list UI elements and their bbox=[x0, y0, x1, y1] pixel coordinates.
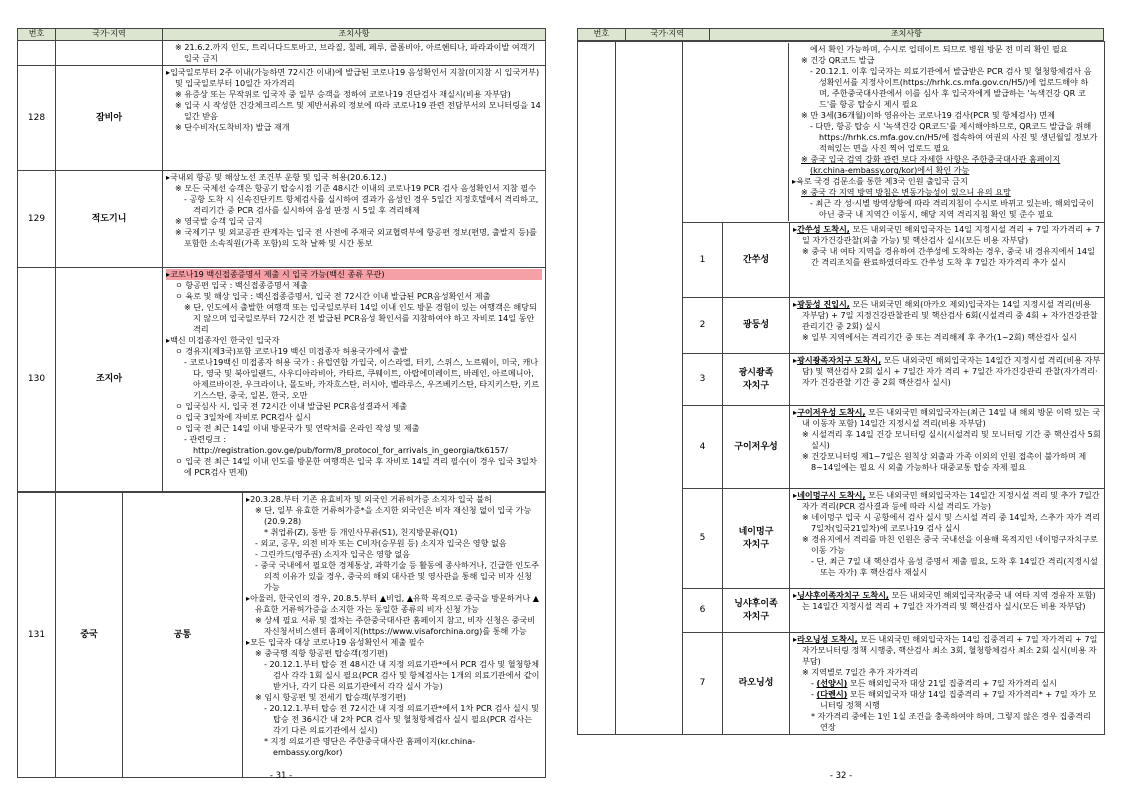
header-measures: 조치사항 bbox=[709, 29, 1103, 41]
measure-line: ▸광시좡족자치구 도착시, 모든 내외국민 해외입국자는 14일간 지정시설 격리(비용 자부담) 및 핵산검사 2회 실시 + 7일간 자가 격리 + 7일간 자가건강관리 관찰(자가격리·자가 건강관찰 기간 중 2회 핵산검사 실시) bbox=[793, 355, 1101, 387]
measure-line: ▸육로 국경 검문소를 통한 제3국 인원 출입국 금지 bbox=[792, 176, 968, 186]
measure-line: ▸아울러, 한국인의 경우, 20.8.5.부터 ▲비업, ▲유학 목적으로 중국을 방문하거나 ▲유효한 거류허가증을 소지한 자는 동일한 종류의 비자 신청 가능 bbox=[246, 593, 540, 614]
measure-line: ※ 중국 입국 검역 강화 관련 보다 자세한 사항은 주한중국대사관 홈페이지(kr.china-embassy.org/kor)에서 확인 가능 bbox=[801, 154, 1061, 175]
measure-line: ※ 건강모니터링 제1~7일은 원칙상 외출과 가족 이외의 인원 접촉이 불가하며 제8~14일에는 필요 시 외출 가능하나 대중교통 탑승 자제 필요 bbox=[802, 451, 1087, 472]
measure-line: - 20.12.1. 이후 입국자는 의료기관에서 발급받은 PCR 검사 및 혈청항체검사 음성확인서를 지정사이트(https://hrhk.cs.mfa.gov.cn/H5/)에 업로드해야 하며, 주한중국대사관에서 이를 심사 후 입국자에게 발급하는 '녹색건강 QR 코드'를 항공 탑승시 제시 필요 bbox=[810, 66, 1092, 109]
measure-line: ※ 일부 지역에서는 격리기간 중 또는 격리해제 후 추가(1~2회) 핵산검사 실시 bbox=[802, 332, 1077, 342]
row-number: 7 bbox=[683, 633, 723, 735]
measures-cell bbox=[163, 268, 546, 492]
region-name: 공통 bbox=[123, 493, 243, 778]
measure-line: - 20.12.1.부터 탑승 전 48시간 내 지정 의료기관*에서 PCR 검사 및 혈청항체검사 각각 1회 실시 필요(PCR 검사 및 항체검사는 1개의 의료기관에서 같이 받거나, 각기 다른 의료기관에서 각각 실시 가능) bbox=[264, 659, 540, 691]
china-table-left bbox=[17, 492, 546, 778]
measure-line: ※ 시설격리 후 14일 건강 모니터링 실시(시설격리 및 모니터링 기간 중 핵산검사 5회 실시) bbox=[802, 429, 1101, 450]
measure-line: - 외교, 공무, 의전 비자 또는 C비자(승무원 등) 소지자 입국은 영향 없음 bbox=[255, 538, 507, 548]
measure-line: - 최근 각 성·시별 방역상황에 따라 격리지침이 수시로 바뀌고 있는바, 해외입국이 아닌 중국 내 지역간 이동시, 해당 지역 격리지침 확인 및 준수 필요 bbox=[810, 198, 1094, 219]
measure-line: ※ 단, 인도에서 출발한 여행객 또는 입국일로부터 14일 이내 인도 방문 경험이 있는 여행객은 해당되지 않으며 입국일로부터 72시간 전 발급된 PCR음성 확인서를 지참하여야 하고 자비로 14일 동안 격리 bbox=[184, 302, 537, 334]
measure-line: ※ 유증상 또는 무작위로 입국자 중 일부 승객을 정하여 코로나19 진단검사 재실시(비용 자부담) bbox=[175, 89, 511, 99]
table-row-129 bbox=[18, 171, 546, 268]
header-country: 국가·지역 bbox=[56, 29, 163, 41]
emphasis-text: 닝샤후이족자치구 도착시, bbox=[797, 590, 889, 600]
emphasis-text: (다롄시) bbox=[816, 689, 848, 699]
measure-line: ㅇ 입국 3일차에 자비로 PCR검사 실시 bbox=[175, 412, 311, 422]
emphasis-text: 간쑤성 도착시, bbox=[797, 224, 850, 234]
row-number: 129 bbox=[18, 171, 56, 268]
row-number: 1 bbox=[683, 223, 723, 298]
measure-line: ▸입국일로부터 2주 이내(가능하면 72시간 이내)에 발급된 코로나19 음성확인서 지참(미지참 시 입국거부) 및 입국일로부터 10일간 자가격리 bbox=[166, 67, 540, 88]
measure-line: - 공항 도착 시 신속진단키트 항체검사를 실시하여 결과가 음성인 경우 5일간 지정호텔에서 격리하고, 격리기간 중 PCR 검사를 실시하여 음성 판정 시 5일 후 격리해제 bbox=[184, 194, 539, 215]
measure-line: - (다롄시) 모든 해외입국자 대상 14일 집중격리 + 7일 자가격리* + 7일 자가 모니터링 정책 시행 bbox=[811, 689, 1097, 710]
page-number: - 31 - bbox=[269, 771, 293, 781]
row-number: 6 bbox=[683, 589, 723, 633]
page-number: - 32 - bbox=[829, 771, 853, 781]
measure-line: ※ 경유지에서 격리를 마친 인원은 중국 국내선을 이용해 목적지인 네이멍구자치구로 이동 가능 bbox=[802, 534, 1098, 555]
measures-cell bbox=[790, 589, 1105, 633]
country-name: 중국 bbox=[56, 493, 123, 778]
measures-cell bbox=[163, 66, 546, 171]
table-row-continued bbox=[18, 41, 546, 66]
row-number: 128 bbox=[18, 66, 56, 171]
measure-line: ▸20.3.28.부터 기존 유효비자 및 외국인 거류허가증 소지자 입국 불허 bbox=[246, 494, 492, 504]
emphasis-text: 라오닝성 도착시, bbox=[797, 634, 858, 644]
table-row-130 bbox=[18, 268, 546, 492]
measure-line: - 다만, 항공 탑승 시 '녹색건강 QR코드'를 제시해야하므로, QR코드 발급을 위해 https://hrhk.cs.mfa.gov.cn/H5/에 접속하여 여권의 사진 및 생년월일 정보가 적혀있는 면을 사진 찍어 업로드 필요 bbox=[810, 121, 1098, 153]
region-name: 구이저우성 bbox=[723, 406, 790, 489]
measure-line: ※ 지역별로 7일간 추가 자가격리 bbox=[802, 667, 919, 677]
table-row-131 bbox=[18, 493, 546, 778]
measures-cell bbox=[790, 489, 1105, 589]
measures-cell bbox=[790, 354, 1105, 406]
country-name: 잠비아 bbox=[56, 66, 163, 171]
measures-cell bbox=[790, 406, 1105, 489]
table-header bbox=[18, 29, 546, 41]
row-number: 131 bbox=[18, 493, 56, 778]
measure-line: ※ 영국발 승객 입국 금지 bbox=[175, 216, 263, 226]
region-name: 광시좡족 자치구 bbox=[723, 354, 790, 406]
measure-line: ※ 국제기구 및 외교공관 관계자는 입국 전 사전에 주재국 외교협력부에 항공편 정보(편명, 출발지 등)를 포함한 소속직원(가족 포함)의 도착 날짜 및 시간 통보 bbox=[175, 227, 537, 248]
measure-line: ▸라오닝성 도착시, 모든 내외국민 해외입국자는 14일 집중격리 + 7일 자가격리 + 7일 자가모니터링 정책 시행중, 핵산검사 최소 3회, 혈청항체검사 최소 2회 실시(비용 자부담) bbox=[793, 634, 1098, 666]
measures-table-right bbox=[577, 28, 1104, 41]
region-name: 닝샤후이족 자치구 bbox=[723, 589, 790, 633]
measure-line: ▸코로나19 백신접종증명서 제출 시 입국 가능(백신 종류 무관) bbox=[166, 269, 542, 280]
china-table-right bbox=[577, 41, 1105, 735]
row-number: 3 bbox=[683, 354, 723, 406]
measure-line: ㅇ 입국 전 최근 14일 이내 인도를 방문한 여행객은 입국 후 자비로 14일 격리 필수(이 경우 입국 3일차에 PCR검사 면제) bbox=[175, 456, 537, 477]
measure-line: ㅇ 입국심사 시, 입국 전 72시간 이내 발급된 PCR음성결과서 제출 bbox=[175, 401, 408, 411]
measure-line: ※ 중국행 직항 항공편 탑승객(정기편) bbox=[255, 648, 388, 658]
measure-line: ※ 모든 국제선 승객은 항공기 탑승시점 기준 48시간 이내의 코로나19 PCR 검사 음성확인서 지참 필수 bbox=[175, 183, 537, 193]
measure-line: ▸간쑤성 도착시, 모든 내외국민 해외입국자는 14일 지정시설 격리 + 7일 자가격리 + 7일 자가건강관찰(외출 가능) 및 핵산검사 실시(모든 비용 자부담) bbox=[793, 224, 1100, 245]
region-name: 광둥성 bbox=[723, 298, 790, 354]
measure-line: ※ 만 3세(36개월)이하 영유아는 코로나19 검사(PCR 및 항체검사) 면제 bbox=[801, 110, 1055, 120]
table-row-128 bbox=[18, 66, 546, 171]
measure-line: ※ 네이멍구 입국 시 공항에서 검사 실시 및 스시설 격리 중 14일차, 스추가 자가 격리 7일차(입국21일차)에 코로나19 검사 실시 bbox=[802, 512, 1101, 533]
emphasis-text: 구이저우성 도착시, bbox=[797, 407, 866, 417]
measure-line: ※ 건강 QR코드 발급 bbox=[801, 55, 875, 65]
measure-line: - 그린카드(영주권) 소지자 입국은 영향 없음 bbox=[255, 549, 411, 559]
measure-line: ㅇ 항공편 입국 : 백신접종증명서 제출 bbox=[175, 280, 308, 290]
measure-line: - 관련링크 : http://registration.gov.ge/pub/form/8_protocol_for_arrivals_in_georgia/tk6157/ bbox=[184, 434, 508, 455]
region-name: 라오닝성 bbox=[723, 633, 790, 735]
emphasis-text: 네이멍구시 도착시, bbox=[797, 490, 866, 500]
measure-line: * 자가격리 중에는 1인 1실 조건을 충족하여야 하며, 그렇지 않은 경우 집중격리 연장 bbox=[811, 711, 1091, 732]
measure-line: ▸백신 미접종자인 한국인 입국자 bbox=[166, 335, 280, 345]
header-number: 번호 bbox=[578, 29, 626, 41]
measures-cell bbox=[789, 43, 1102, 221]
header-number: 번호 bbox=[18, 29, 56, 41]
country-name: 조지아 bbox=[56, 268, 163, 492]
region-name: 네이멍구 자치구 bbox=[723, 489, 790, 589]
measure-line: ▸국내외 항공 및 해상노선 조건부 운항 및 입국 허용(20.6.12.) bbox=[166, 172, 387, 182]
measure-line: - 코로나19백신 미접종자 허용 국가 : 유럽연합 가입국, 이스라엘, 터키, 스위스, 노르웨이, 미국, 캐나다, 영국 및 북아일랜드, 사우디아라비아, 카타르, 쿠웨이트, 아랍에미레이트, 바레인, 아르메니아, 아제르바이잔, 우크라이나, 몰도바, 카자흐스탄, 러시아, 벨라루스, 우즈베키스탄, 타지키스탄, 키르기스스탄, 중국, 일본, 한국, 오만 bbox=[184, 357, 540, 400]
page-left bbox=[17, 28, 546, 778]
measures-cell bbox=[790, 633, 1105, 735]
measure-line: ※ 중국 내 여타 지역을 경유하여 간쑤성에 도착하는 경우, 중국 내 경유지에서 14일간 격리조치를 완료하였더라도 간쑤성 도착 후 7일간 자가격리 추가 실시 bbox=[802, 246, 1095, 267]
measure-line: ㅇ 경유지(제3국)포함 코로나19 백신 미접종자 허용국가에서 출발 bbox=[175, 346, 408, 356]
measure-line: ㅇ 육로 및 해상 입국 : 백신접종증명서, 입국 전 72시간 이내 발급된 PCR음성확인서 제출 bbox=[175, 291, 491, 301]
row-number: 130 bbox=[18, 268, 56, 492]
measure-line: 에서 확인 가능하며, 수시로 업데이트 되므로 병원 방문 전 미리 확인 필요 bbox=[810, 44, 1068, 54]
measure-line: ※ 21.6.2.까지 인도, 트리니다드토바고, 브라질, 칠레, 페루, 콜롬비아, 아르헨티나, 파라과이발 여객기 입국 금지 bbox=[175, 42, 536, 63]
header-country: 국가·지역 bbox=[625, 29, 709, 41]
measure-line: - 단, 최근 7일 내 핵산검사 음성 증명서 제출 필요, 도착 후 14일간 격리(지정시설 또는 자가) 후 핵산검사 재실시 bbox=[811, 556, 1098, 577]
measure-line: - 20.12.1.부터 탑승 전 72시간 내 지정 의료기관*에서 1차 PCR 검사 실시 및 탑승 전 36시간 내 2차 PCR 검사 및 혈청항체검사 실시 필요(PCR 검사는 각기 다른 의료기관에서 실시) bbox=[264, 703, 539, 735]
row-number: 2 bbox=[683, 298, 723, 354]
measure-line: * 취업류(Z), 동반 등 개인사무류(S1), 친지방문류(Q1) bbox=[264, 527, 458, 537]
measures-cell bbox=[790, 223, 1105, 298]
row-number: 5 bbox=[683, 489, 723, 589]
page-right bbox=[577, 28, 1105, 735]
measure-line: ▸네이멍구시 도착시, 모든 내외국민 해외입국자는 14일간 지정시설 격리 및 추가 7일간 자가 격리(PCR 검사결과 등에 따라 시설 격리도 가능) bbox=[793, 490, 1100, 511]
header-measures: 조치사항 bbox=[163, 29, 546, 41]
measures-cell bbox=[243, 493, 546, 778]
emphasis-text: 광시좡족자치구 도착시, bbox=[797, 355, 882, 365]
region-name: 간쑤성 bbox=[723, 223, 790, 298]
measures-table-left bbox=[17, 28, 546, 492]
measure-line: - (선양시) 모든 해외입국자 대상 21일 집중격리 + 7일 자가격리 실시 bbox=[811, 678, 1057, 688]
measure-line: * 지정 의료기관 명단은 주한중국대사관 홈페이지(kr.china-embassy.org/kor) bbox=[264, 736, 476, 757]
emphasis-text: 광둥성 진입시, bbox=[797, 299, 850, 309]
measure-line: ㅇ 입국 전 최근 14일 이내 방문국가 및 연락처를 온라인 작성 및 제출 bbox=[175, 423, 420, 433]
table-row-continued bbox=[578, 42, 1105, 223]
measure-line: ※ 임시 항공편 및 전세기 탑승객(부정기편) bbox=[255, 692, 407, 702]
country-name: 적도기니 bbox=[56, 171, 163, 268]
table-header bbox=[578, 29, 1104, 41]
measure-line: ※ 중국 각 지역 방역 방침은 변동가능성이 있으니 유의 요망 bbox=[801, 187, 1011, 197]
measure-line: ▸모든 입국자 대상 코로나19 음성확인서 제출 필수 bbox=[246, 637, 425, 647]
measure-line: ▸광둥성 진입시, 모든 내외국민 해외(마카오 제외)입국자는 14일 지정시설 격리(비용 자부담) + 7일 지정건강관찰관리 및 핵산검사 6회(시설격리 중 4회 + 자가건강관찰관리기간 중 2회) 실시 bbox=[793, 299, 1098, 331]
measures-cell bbox=[163, 41, 546, 66]
measure-line: ※ 단, 일부 유효한 거류허가증*을 소지한 외국인은 비자 재신청 없이 입국 가능(20.9.28) bbox=[255, 505, 532, 526]
measure-line: ▸닝샤후이족자치구 도착시, 모든 내외국민 해외입국자(중국 내 여타 지역 경유자 포함)는 14일간 지정시설 격리 + 7일간 자가격리 및 핵산검사 실시(모든 비용 자부담) bbox=[793, 590, 1096, 611]
emphasis-text: (선양시) bbox=[816, 678, 848, 688]
measures-cell bbox=[790, 298, 1105, 354]
measure-line: ▸구이저우성 도착시, 모든 내외국민 해외입국자는(최근 14일 내 해외 방문 이력 있는 국내 이동자 포함) 14일간 지정시설 격리(비용 자부담) bbox=[793, 407, 1101, 428]
row-number: 4 bbox=[683, 406, 723, 489]
measure-line: ※ 단수비자(도착비자) 발급 재개 bbox=[175, 122, 290, 132]
measure-line: ※ 상세 필요 서류 및 절차는 주한중국대사관 홈페이지 참고, 비자 신청은 중국비자신청서비스센터 홈페이지(https://www.visaforchina.org)를 통해 가능 bbox=[255, 615, 536, 636]
measure-line: - 중국 국내에서 필요한 경제통상, 과학기술 등 활동에 종사하거나, 긴급한 인도주의적 이유가 있을 경우, 중국의 해외 대사관 및 영사관을 통해 입국 비자 신청 가능 bbox=[255, 560, 539, 592]
measure-line: ※ 입국 시 작성한 건강체크리스트 및 제반서류의 정보에 따라 코로나19 관련 전담부서의 모니터링을 14일간 받음 bbox=[175, 100, 541, 121]
measures-cell bbox=[163, 171, 546, 268]
